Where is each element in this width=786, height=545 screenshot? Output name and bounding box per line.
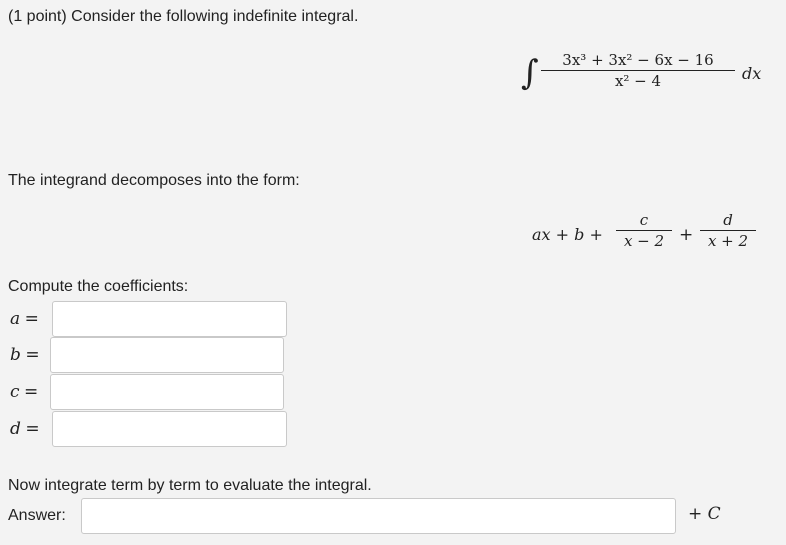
integral-sign: ∫: [521, 53, 539, 93]
coefficient-c-label: [10, 382, 38, 402]
equals-sign: =: [25, 419, 40, 439]
form-frac1-denominator: x − 2: [623, 232, 665, 250]
answer-label: Answer:: [8, 507, 66, 524]
problem-intro: (1 point) Consider the following indefinite integral.: [8, 8, 359, 25]
form-fraction-c: [616, 210, 672, 251]
integrand-denominator: x² − 4: [614, 72, 662, 90]
coefficient-a-label: [10, 309, 39, 329]
coefficient-d-label: [10, 419, 40, 439]
equals-sign: =: [25, 345, 40, 365]
answer-input[interactable]: [81, 498, 676, 534]
equals-sign: =: [23, 382, 39, 402]
form-plus: +: [679, 225, 694, 245]
decomposes-text: The integrand decomposes into the form:: [8, 172, 300, 189]
compute-text: Compute the coefficients:: [8, 278, 189, 295]
coefficient-label: a: [10, 309, 21, 329]
integrand-fraction: [541, 50, 735, 91]
coefficient-label: d: [10, 419, 21, 439]
coefficient-b-label: [10, 345, 40, 365]
coefficient-d-input[interactable]: [52, 411, 287, 447]
form-fraction-d: [700, 210, 756, 251]
form-frac2-numerator: d: [723, 211, 733, 229]
form-prefix: ax + b +: [532, 225, 603, 244]
coefficient-a-input[interactable]: [52, 301, 287, 337]
integrand-numerator: 3x³ + 3x² − 6x − 16: [562, 51, 714, 69]
equals-sign: =: [24, 309, 39, 329]
coefficient-b-input[interactable]: [50, 337, 284, 373]
integral-differential: dx: [742, 64, 762, 83]
plus-c: + C: [688, 504, 721, 524]
coefficient-label: b: [10, 345, 21, 365]
integrate-text: Now integrate term by term to evaluate the integral.: [8, 477, 372, 494]
coefficient-label: c: [10, 382, 20, 402]
form-frac2-denominator: x + 2: [707, 232, 749, 250]
coefficient-c-input[interactable]: [50, 374, 284, 410]
form-frac1-numerator: c: [639, 211, 649, 229]
